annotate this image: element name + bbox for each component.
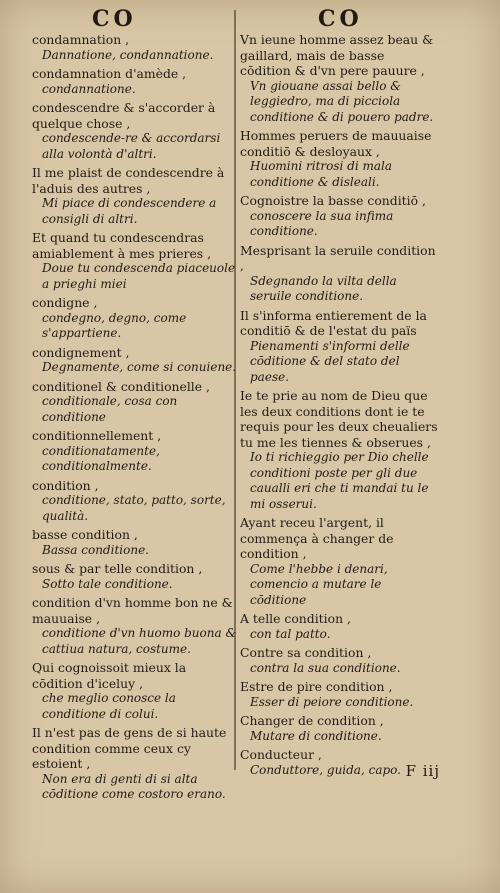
entry-italian: che meglio conosce la conditione di colui.: [42, 691, 176, 721]
entry-french: A telle condition ,: [240, 611, 351, 626]
dictionary-entry: [240, 713, 438, 744]
dictionary-entry: [240, 193, 438, 240]
dictionary-entry: [32, 660, 237, 722]
entry-french: Il s'informa entierement de la conditiō & de l'estat du païs: [240, 307, 427, 338]
entry-french: Et quand tu condescendras amiablement à mes prieres ,: [32, 230, 212, 261]
entry-italian: Mutare di conditione.: [250, 728, 382, 743]
entry-italian: conditione d'vn huomo buona & cattiua natura, costume.: [42, 626, 237, 656]
dictionary-entry: [32, 66, 237, 97]
entry-french: condamnation ,: [32, 32, 130, 47]
entry-french: conditionel & conditionelle ,: [32, 378, 210, 394]
entry-italian: Sotto tale conditione.: [42, 576, 173, 591]
dictionary-entry: [32, 379, 237, 426]
entry-french: Conducteur ,: [240, 747, 322, 762]
dictionary-entry: [240, 611, 438, 642]
entry-french: Qui cognoissoit mieux la cōdition d'iceluy ,: [32, 660, 187, 691]
entry-french: Il n'est pas de gens de si haute condition comme ceux cy estoient ,: [32, 725, 227, 771]
dictionary-entry: [240, 515, 438, 608]
entry-italian: Doue tu condescenda piaceuole a prieghi miei: [42, 261, 236, 291]
dictionary-entry: [240, 32, 438, 125]
left-column: [32, 32, 237, 806]
entry-italian: Sdegnando la vilta della seruile conditione.: [250, 273, 397, 303]
entry-italian: Dannatione, condannatione.: [42, 47, 214, 62]
entry-italian: conditione, stato, patto, sorte, qualità.: [42, 493, 226, 523]
entry-italian: Huomini ritrosi di mala conditione & disleali.: [250, 159, 393, 189]
right-column: [240, 32, 438, 781]
dictionary-entry: [240, 128, 438, 190]
running-header: [0, 6, 500, 32]
dictionary-entry: [32, 345, 237, 376]
dictionary-entry: [32, 32, 237, 63]
dictionary-entry: [32, 230, 237, 292]
dictionary-entry: [240, 645, 438, 676]
entry-italian: Conduttore, guida, capo.: [250, 762, 401, 777]
entry-french: Il me plaist de condescendre à l'aduis des autres ,: [32, 165, 225, 196]
signature-mark: F iij: [405, 762, 440, 780]
entry-french: Mesprisant la seruile condition ,: [240, 242, 436, 273]
entry-french: Cognoistre la basse conditiō ,: [240, 193, 426, 208]
entry-italian: condescende-re & accordarsi alla volontà d'altri.: [42, 131, 221, 161]
entry-french: Changer de condition ,: [240, 713, 384, 728]
dictionary-entry: [240, 308, 438, 386]
entry-italian: condannatione.: [42, 81, 136, 96]
entry-italian: Pienamenti s'informi delle cōditione & del stato del paese.: [250, 338, 410, 384]
dictionary-entry: [240, 243, 438, 305]
entry-french: Contre sa condition ,: [240, 645, 372, 660]
entry-italian: conoscere la sua infima conditione.: [250, 208, 394, 238]
dictionary-entry: [240, 388, 438, 512]
entry-french: condescendre & s'accorder à quelque chose ,: [32, 100, 216, 131]
dictionary-entry: [32, 595, 237, 657]
entry-italian: conditionale, cosa con conditione: [42, 394, 178, 424]
entry-italian: Mi piace di condescendere a consigli di altri.: [42, 196, 217, 226]
entry-french: basse condition ,: [32, 527, 138, 542]
dictionary-entry: [32, 527, 237, 558]
dictionary-entry: [32, 428, 237, 475]
entry-french: conditionnellement ,: [32, 428, 162, 443]
entry-french: condition d'vn homme bon ne & mauuaise ,: [32, 595, 233, 626]
dictionary-entry: [32, 478, 237, 525]
entry-italian: Come l'hebbe i denari, comencio a mutare le cōditione: [250, 561, 388, 607]
entry-italian: Io ti richieggio per Dio chelle conditioni poste per gli due caualli eri che ti mandai tu le mi osserui.: [250, 450, 429, 511]
dictionary-entry: [240, 679, 438, 710]
header-right: CO: [318, 6, 363, 32]
entry-french: Vn ieune homme assez beau & gaillard, mais de basse cōdition & d'vn pere pauure ,: [240, 32, 434, 78]
entry-french: Ayant receu l'argent, il commença à changer de condition ,: [240, 515, 394, 561]
entry-italian: con tal patto.: [250, 626, 331, 641]
entry-french: Ie te prie au nom de Dieu que les deux conditions dont ie te requis pour les deux cheualiers tu me les tiennes & obserues ,: [240, 388, 438, 450]
dictionary-entry: [32, 165, 237, 227]
entry-italian: Bassa conditione.: [42, 542, 149, 557]
dictionary-entry: [32, 561, 237, 592]
dictionary-entry: [32, 295, 237, 342]
entry-french: condignement ,: [32, 344, 130, 360]
entry-italian: Esser di peiore conditione.: [250, 694, 414, 709]
entry-french: condamnation d'amède ,: [32, 66, 187, 81]
entry-italian: condegno, degno, come s'appartiene.: [42, 310, 187, 340]
entry-italian: contra la sua conditione.: [250, 660, 401, 675]
entry-french: condigne ,: [32, 295, 98, 310]
entry-italian: conditionatamente, conditionalmente.: [42, 443, 160, 473]
dictionary-entry: [32, 100, 237, 162]
entry-french: condition ,: [32, 477, 99, 493]
entry-italian: Vn giouane assai bello & leggiedro, ma di picciola conditione & di pouero padre.: [250, 78, 434, 124]
dictionary-entry: [32, 725, 237, 803]
entry-french: Estre de pire condition ,: [240, 679, 393, 694]
entry-french: Hommes peruers de mauuaise conditiō & desloyaux ,: [240, 128, 432, 159]
entry-italian: Non era di genti di si alta cōditione come costoro erano.: [42, 771, 226, 801]
entry-italian: Degnamente, come si conuiene.: [42, 360, 237, 374]
header-left: CO: [92, 6, 137, 32]
entry-french: sous & par telle condition ,: [32, 561, 203, 576]
